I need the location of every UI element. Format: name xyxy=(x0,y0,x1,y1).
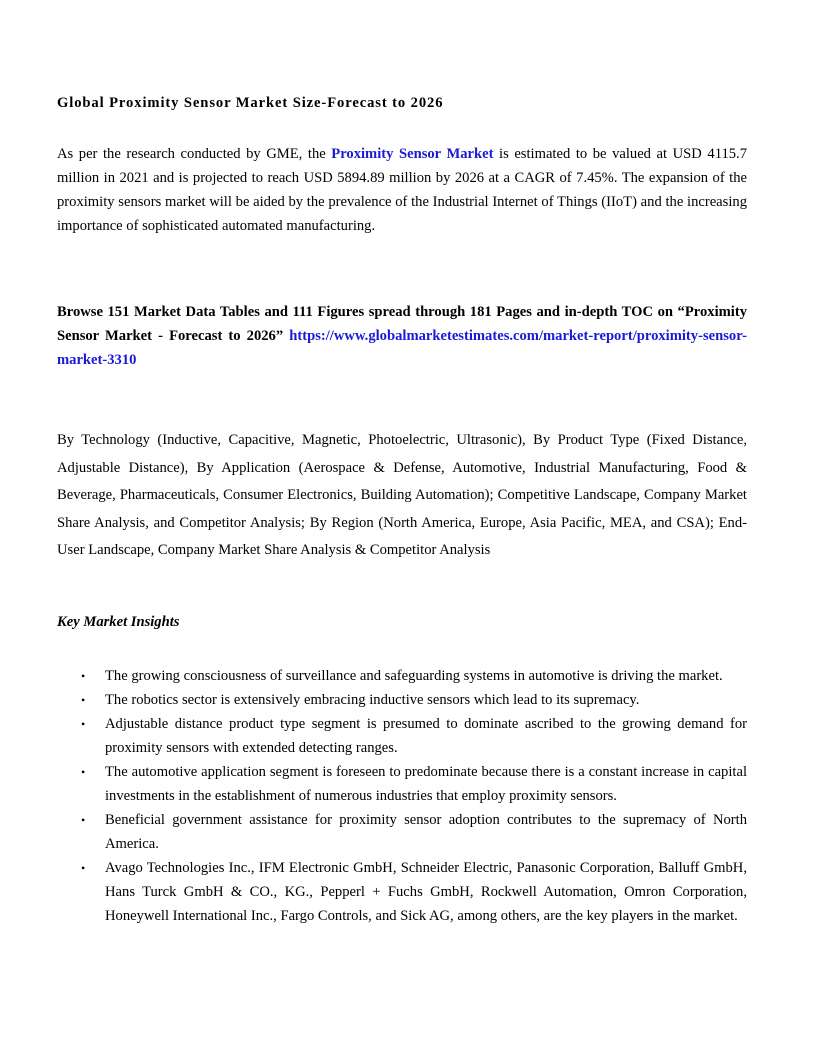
insight-item xyxy=(57,808,747,856)
report-url-link[interactable]: https://www.globalmarketestimates.com/market-report/proximity-sensor-market-3310 xyxy=(57,328,747,368)
bullet-icon: • xyxy=(81,861,86,875)
intro-paragraph xyxy=(57,142,747,238)
insight-text: The growing consciousness of surveillance and safeguarding systems in automotive is driving the market. xyxy=(105,668,723,684)
insight-text: Beneficial government assistance for proximity sensor adoption contributes to the supremacy of North America. xyxy=(105,812,747,852)
insight-item xyxy=(57,760,747,808)
bullet-icon: • xyxy=(81,813,86,827)
browse-paragraph xyxy=(57,300,747,372)
insight-item xyxy=(57,688,747,712)
insights-list xyxy=(57,664,747,928)
insight-item xyxy=(57,856,747,928)
segments-paragraph: By Technology (Inductive, Capacitive, Magnetic, Photoelectric, Ultrasonic), By Product Type (Fixed Distance, Adjustable Distance), By Application (Aerospace & Defense, Automotive, Industrial Manufacturing, Food & Beverage, Pharmaceuticals, Consumer Electronics, Building Automation); Competitive Landscape, Company Market Share Analysis, and Competitor Analysis; By Region (North America, Europe, Asia Pacific, MEA, and CSA); End-User Landscape, Company Market Share Analysis & Competitor Analysis xyxy=(57,432,747,558)
bullet-icon: • xyxy=(81,765,86,779)
browse-text: Browse 151 Market Data Tables and 111 Figures spread through 181 Pages and in-depth TOC on “Proximity Sensor Market - Forecast to 2026” xyxy=(57,304,747,344)
intro-text-before-link: As per the research conducted by GME, the xyxy=(57,146,332,162)
bullet-icon: • xyxy=(81,669,86,683)
document-title: Global Proximity Sensor Market Size-Forecast to 2026 xyxy=(57,95,444,111)
insight-text: Adjustable distance product type segment is presumed to dominate ascribed to the growing demand for proximity sensors with extended detecting ranges. xyxy=(105,716,747,756)
bullet-icon: • xyxy=(81,717,86,731)
intro-text-after-link: is estimated to be valued at USD 4115.7 million in 2021 and is projected to reach USD 5894.89 million by 2026 at a CAGR of 7.45%. The expansion of the proximity sensors market will be aided by the prevalence of the Industrial Internet of Things (IIoT) and the increasing importance of sophisticated automated manufacturing. xyxy=(57,146,747,234)
insight-text: The robotics sector is extensively embracing inductive sensors which lead to its supremacy. xyxy=(105,692,640,708)
bullet-icon: • xyxy=(81,693,86,707)
insight-text: Avago Technologies Inc., IFM Electronic GmbH, Schneider Electric, Panasonic Corporation, Balluff GmbH, Hans Turck GmbH & CO., KG., Pepperl + Fuchs GmbH, Rockwell Automation, Omron Corporation, Honeywell International Inc., Fargo Controls, and Sick AG, among others, are the key players in the market. xyxy=(105,860,747,924)
key-market-insights-heading: Key Market Insights xyxy=(57,614,180,630)
proximity-sensor-market-link[interactable]: Proximity Sensor Market xyxy=(331,146,494,162)
insight-item xyxy=(57,712,747,760)
insight-text: The automotive application segment is foreseen to predominate because there is a constant increase in capital investments in the establishment of numerous industries that employ proximity sensors. xyxy=(105,764,747,804)
insight-item xyxy=(57,664,747,688)
